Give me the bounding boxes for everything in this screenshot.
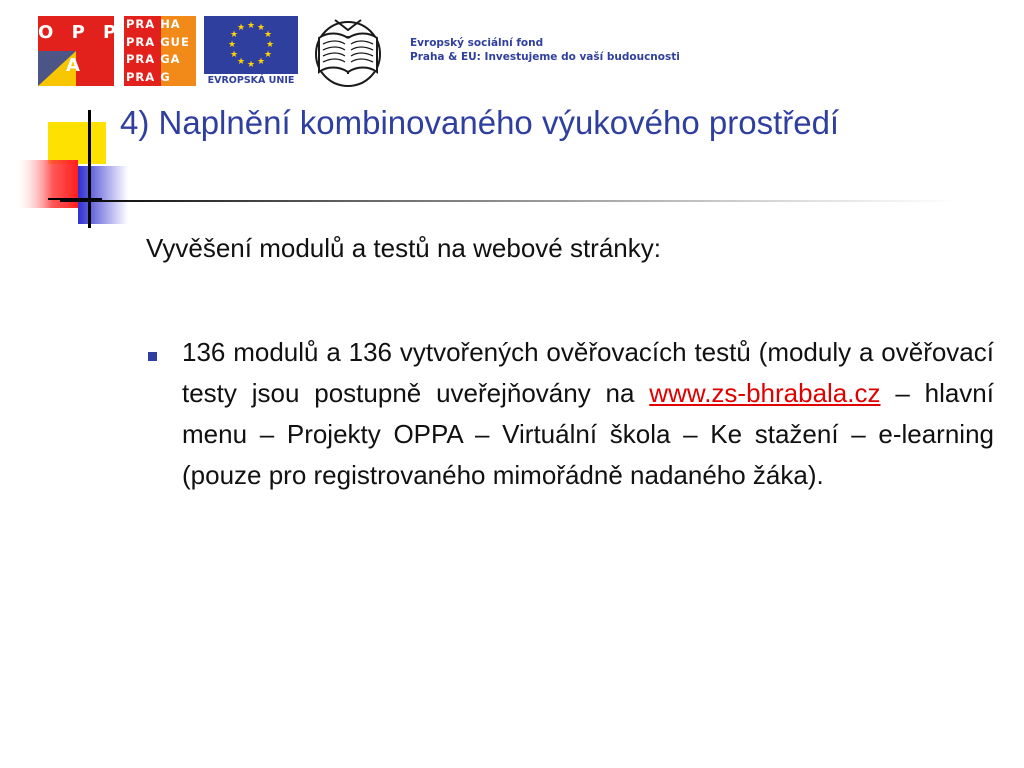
- svg-text:★: ★: [256, 23, 266, 33]
- svg-text:★: ★: [236, 57, 246, 67]
- svg-text:★: ★: [256, 57, 266, 67]
- svg-text:★: ★: [246, 60, 256, 70]
- title-divider: [60, 200, 960, 202]
- bullet-item: [182, 332, 994, 496]
- esf-caption-line2: Praha & EU: Investujeme do vaší budoucnosti: [410, 51, 680, 63]
- decoration-squares-graphic: [0, 100, 140, 230]
- svg-text:★: ★: [236, 23, 246, 33]
- oppa-logo-text: O P P A: [38, 22, 123, 76]
- praha-logo: [124, 16, 196, 86]
- slide-title: 4) Naplnění kombinovaného výukového prostředí: [120, 104, 840, 141]
- open-book-icon: [305, 14, 391, 90]
- praha-logo-text: PRA HA PRA GUE PRA GA PRA G: [126, 17, 190, 84]
- eu-logo-label: EVROPSKÁ UNIE: [204, 74, 298, 88]
- title-decoration: [0, 100, 140, 230]
- bullet-text-before: 136 modulů a 136 vytvořených ověřovacích testů (moduly a ověřovací testy jsou postupně uveřejňovány na: [182, 337, 994, 408]
- eu-flag-logo: [204, 16, 298, 88]
- svg-text:★: ★: [263, 30, 273, 40]
- website-link[interactable]: www.zs-bhrabala.cz: [649, 378, 881, 408]
- svg-text:★: ★: [227, 40, 237, 50]
- svg-text:★: ★: [265, 40, 275, 50]
- header-logo-bar: [0, 0, 1024, 100]
- oppa-logo: [38, 16, 123, 86]
- svg-text:★: ★: [229, 30, 239, 40]
- esf-caption: [410, 36, 680, 64]
- open-book-logo: [305, 14, 391, 90]
- svg-text:★: ★: [246, 21, 256, 31]
- eu-flag-icon: [204, 16, 298, 74]
- esf-caption-line1: Evropský sociální fond: [410, 37, 544, 49]
- slide-subtitle: Vyvěšení modulů a testů na webové stránky:: [146, 233, 661, 263]
- bullet-marker: [148, 352, 157, 361]
- bullet-text-after: – hlavní menu – Projekty OPPA – Virtuální škola – Ke stažení – e-learning (pouze pro registrovaného mimořádně nadaného žáka).: [182, 378, 994, 490]
- svg-text:★: ★: [229, 50, 239, 60]
- svg-text:★: ★: [263, 50, 273, 60]
